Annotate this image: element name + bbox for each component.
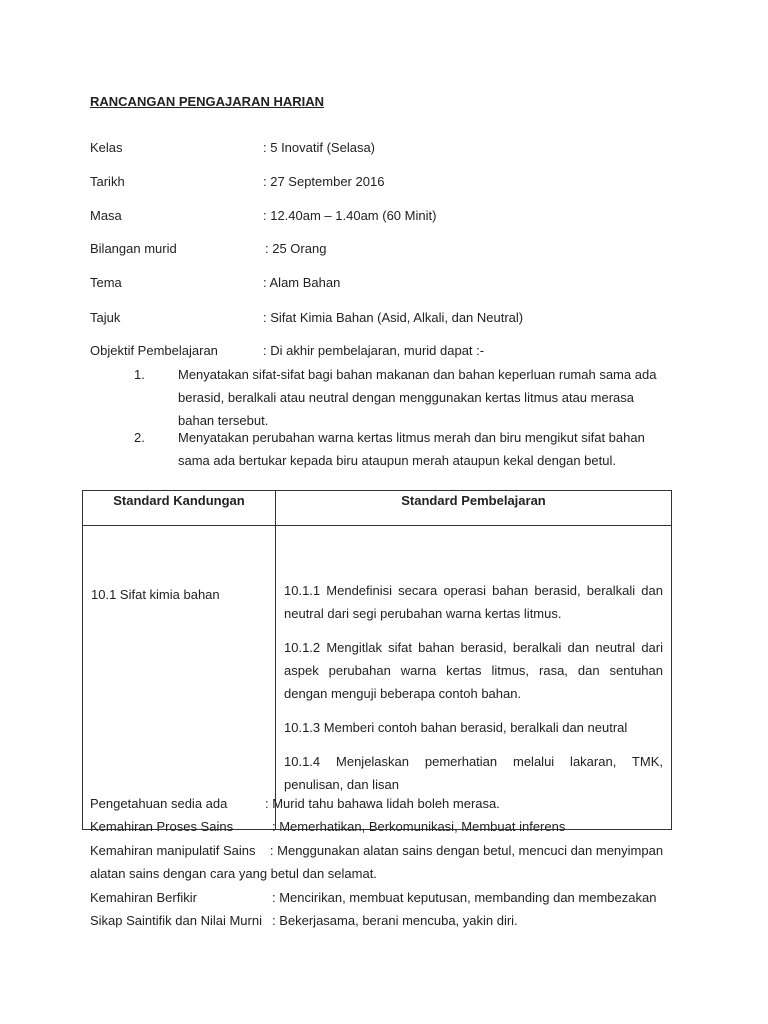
info-label-bilangan-murid: Bilangan murid <box>90 241 177 256</box>
berfikir-value: : Mencirikan, membuat keputusan, membanding dan membezakan <box>272 890 657 905</box>
standards-table <box>82 490 672 830</box>
proses-value: : Memerhatikan, Berkomunikasi, Membuat inferens <box>272 819 566 834</box>
pengetahuan-label: Pengetahuan sedia ada <box>90 796 228 811</box>
objective-line: Menyatakan perubahan warna kertas litmus merah dan biru mengikut sifat bahan <box>178 430 645 445</box>
info-label-kelas: Kelas <box>90 140 123 155</box>
info-value-masa: : 12.40am – 1.40am (60 Minit) <box>263 208 437 223</box>
pembelajaran-item: 10.1.3 Memberi contoh bahan berasid, beralkali dan neutral <box>284 720 628 735</box>
objective-line: Menyatakan sifat-sifat bagi bahan makanan dan bahan keperluan rumah sama ada <box>178 367 657 382</box>
manipulatif-line-1: Kemahiran manipulatif Sains : Menggunakan alatan sains dengan betul, mencuci dan menyimpan <box>90 843 664 858</box>
objective-line: sama ada bertukar kepada biru ataupun merah ataupun kekal dengan betul. <box>178 453 616 468</box>
cell-kandungan <box>83 526 276 830</box>
sikap-label: Sikap Saintifik dan Nilai Murni <box>90 913 262 928</box>
info-value-tema: : Alam Bahan <box>263 275 341 290</box>
objective-number: 2. <box>134 430 145 445</box>
kandungan-text: 10.1 Sifat kimia bahan <box>91 587 220 602</box>
header-standard-kandungan: Standard Kandungan <box>83 491 276 526</box>
proses-label: Kemahiran Proses Sains <box>90 819 234 834</box>
info-value-tarikh: : 27 September 2016 <box>263 174 385 189</box>
objective-line: berasid, beralkali atau neutral dengan menggunakan kertas litmus atau merasa <box>178 390 634 405</box>
info-value-bilangan-murid: : 25 Orang <box>265 241 327 256</box>
objective-line: bahan tersebut. <box>178 413 269 428</box>
info-label-tajuk: Tajuk <box>90 310 121 325</box>
info-label-objektif: Objektif Pembelajaran <box>90 343 218 358</box>
info-label-tema: Tema <box>90 275 122 290</box>
header-standard-pembelajaran: Standard Pembelajaran <box>276 491 672 526</box>
info-value-tajuk: : Sifat Kimia Bahan (Asid, Alkali, dan Neutral) <box>263 310 524 325</box>
page-title: RANCANGAN PENGAJARAN HARIAN <box>90 94 325 109</box>
info-label-tarikh: Tarikh <box>90 174 125 189</box>
pembelajaran-item: 10.1.1 Mendefinisi secara operasi bahan berasid, beralkali dan neutral dari segi perubahan warna kertas litmus. <box>284 583 663 621</box>
pembelajaran-item: 10.1.2 Mengitlak sifat bahan berasid, beralkali dan neutral dari aspek perubahan warna kertas litmus, rasa, dan sentuhan dengan menguji beberapa contoh bahan. <box>284 640 663 701</box>
cell-pembelajaran <box>276 526 672 830</box>
objective-number: 1. <box>134 367 145 382</box>
info-value-kelas: : 5 Inovatif (Selasa) <box>263 140 375 155</box>
manipulatif-line-2: alatan sains dengan cara yang betul dan selamat. <box>90 866 377 881</box>
pembelajaran-item: 10.1.4 Menjelaskan pemerhatian melalui lakaran, TMK, penulisan, dan lisan <box>284 754 663 792</box>
info-label-masa: Masa <box>90 208 122 223</box>
info-value-objektif: : Di akhir pembelajaran, murid dapat :- <box>263 343 485 358</box>
berfikir-label: Kemahiran Berfikir <box>90 890 197 905</box>
pengetahuan-value: : Murid tahu bahawa lidah boleh merasa. <box>265 796 500 811</box>
sikap-value: : Bekerjasama, berani mencuba, yakin diri. <box>272 913 518 928</box>
